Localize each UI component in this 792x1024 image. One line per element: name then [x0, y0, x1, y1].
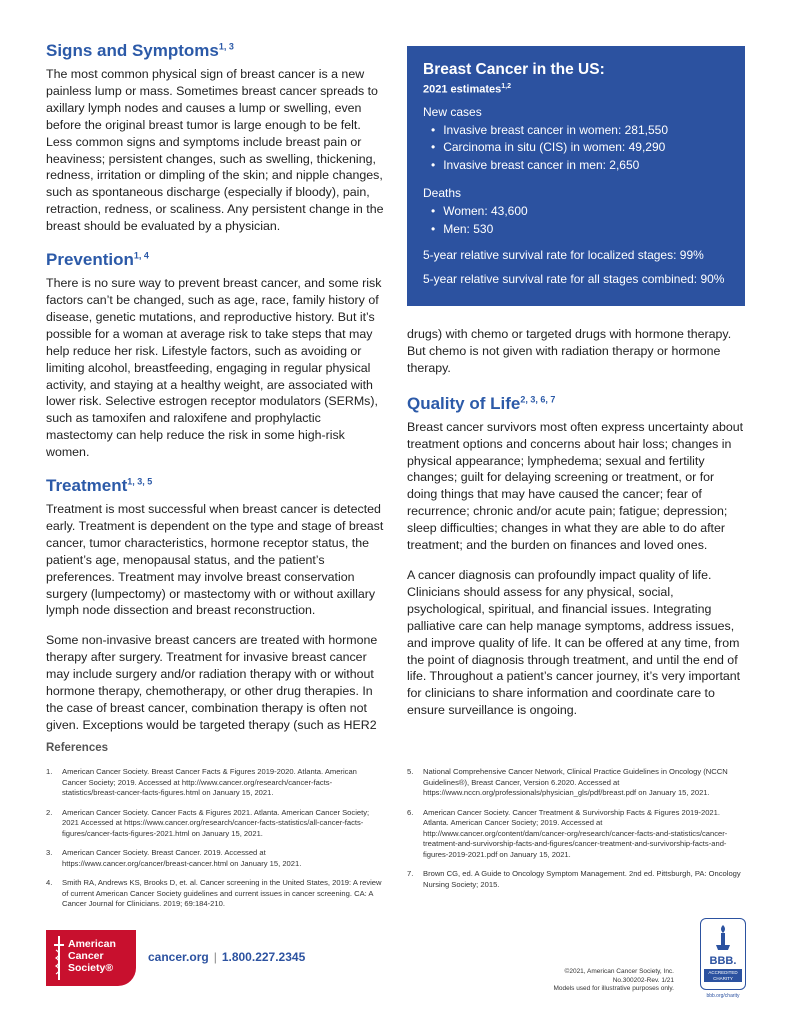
list-item: • Invasive breast cancer in women: 281,550: [431, 122, 729, 140]
logo-text: [68, 938, 116, 974]
list-item: • Invasive breast cancer in men: 2,650: [431, 157, 729, 175]
stats-box: [407, 46, 745, 306]
treatment-continued: drugs) with chemo or targeted drugs with hormone therapy. But chemo is not given with radiation therapy or hormone therapy.: [407, 327, 732, 375]
reference-number: 5.: [407, 767, 414, 776]
bbb-tag: [704, 969, 742, 982]
reference-text: American Cancer Society. Breast Cancer. 2019. Accessed at https://www.cancer.org/cancer/breast-cancer.html on January 15, 2021.: [62, 848, 302, 868]
website-link[interactable]: cancer.org: [148, 950, 209, 964]
bbb-tag-line-1: ACCREDITED: [708, 970, 738, 975]
reference-item: [46, 878, 382, 910]
footer-legal: [553, 968, 674, 994]
footer-contact: [148, 950, 305, 964]
logo-line-2: Cancer: [68, 950, 104, 962]
models-note: Models used for illustrative purposes only.: [553, 985, 674, 992]
reference-number: 6.: [407, 807, 414, 817]
prevention-section: [46, 249, 386, 461]
reference-number: 3.: [46, 848, 53, 857]
copyright: ©2021, American Cancer Society, Inc.: [564, 968, 674, 975]
bbb-url[interactable]: bbb.org/charity: [706, 993, 740, 999]
references-heading: References: [46, 742, 109, 754]
bbb-name: BBB.: [709, 955, 737, 967]
new-cases-label: New cases: [423, 104, 482, 119]
logo-line-1: American: [68, 938, 116, 950]
reference-text: American Cancer Society. Breast Cancer Facts & Figures 2019-2020. Atlanta. American Cancer Society; 2019. Accessed at http://www.cancer.org/research/cancer-facts-statistics/breast-cancer-facts-figures.html on January 15, 2021.: [62, 767, 357, 797]
reference-item: [407, 767, 743, 799]
deaths-label: Deaths: [423, 186, 462, 201]
references-right: [407, 767, 743, 899]
signs-section: [46, 40, 386, 235]
treatment-body-2: Some non-invasive breast cancers are treated with hormone therapy after surgery. Treatment for invasive breast cancer may include surgery and/or radiation therapy with or without hormone therapy, chemotherapy, or other drug therapies. In the case of breast cancer, combination therapy is often not given. Exceptions would be targeted therapy (such as HER2: [46, 633, 378, 732]
logo-line-3: Society®: [68, 962, 114, 974]
contact-separator: |: [213, 950, 217, 964]
survival-localized: 5-year relative survival rate for localized stages: 99%: [423, 248, 704, 263]
prevention-body: There is no sure way to prevent breast cancer, and some risk factors can’t be changed, such as age, race, family history of disease, genetic mutations, and reproductive history. But it’s possible for a woman at average risk to take steps that may help reduce her risk. Lifestyle factors, such as avoiding or limiting alcohol, breastfeeding, engaging in regular physical activity, and staying at a healthy weight, are associated with lower risk. Selective estrogen receptor modulators (SERMs), such as tamoxifen and raloxifene and prophylactic mastectomy can help reduce the risk in some high-risk women.: [46, 276, 382, 460]
treatment-heading-refs: 1, 3, 5: [127, 476, 153, 487]
quality-body-2: A cancer diagnosis can profoundly impact quality of life. Clinicians should assess for any physical, social, psychological, spiritual, and financial issues. Integrating palliative care can help manage symptoms, address issues, and improve quality of life. It can be offered at any time, from the point of diagnosis through treatment, and until the end of life. Throughout a patient’s cancer journey, it’s very important for clinicians to share information and coordinate care to ensure surveillance is ongoing.: [407, 567, 741, 718]
list-item: • Women: 43,600: [431, 203, 729, 221]
quality-heading: Quality of Life$^{2, 3, 6, 7}$: [407, 393, 556, 413]
reference-number: 1.: [46, 767, 53, 776]
list-item: • Men: 530: [431, 221, 729, 239]
reference-number: 7.: [407, 869, 414, 878]
stats-subtitle-refs: 1,2: [501, 83, 512, 90]
bbb-tag-line-2: CHARITY: [713, 975, 733, 981]
survival-all: 5-year relative survival rate for all stages combined: 90%: [423, 272, 725, 287]
references-left: [46, 767, 382, 919]
doc-number: No.300202-Rev. 1/21: [612, 976, 674, 984]
reference-text: Brown CG, ed. A Guide to Oncology Symptom Management. 2nd ed. Pittsburgh, PA: Oncology Nursing Society; 2015.: [423, 869, 741, 889]
reference-item: [407, 869, 743, 890]
quality-heading-refs: 2, 3, 6, 7: [520, 394, 556, 405]
treatment-body-1: Treatment is most successful when breast cancer is detected early. Treatment is dependent on the type and stage of breast cancer, tumor characteristics, hormone receptor status, the patient’s age, menopausal status, and the patient’s preferences. Treatment may involve breast conservation surgery (lumpectomy) or mastectomy with or without axillary lymph node dissection and breast reconstruction.: [46, 502, 384, 618]
reference-item: [46, 767, 382, 799]
prevention-heading-refs: 1, 4: [133, 250, 149, 261]
reference-item: [46, 808, 382, 840]
quality-body-1: Breast cancer survivors most often express uncertainty about treatment options and concerns about hair loss; changes in physical appearance; lymphedema; sexual and fertility changes; guilt for delaying screening or treatment, or for doing things that may have caused the cancer; fear of recurrence; chronic and/or acute pain; fatigue; depression; sleep difficulties; changes in what they are able to do after treatment; and the burden on finances and loved ones.: [407, 419, 744, 553]
stats-title: Breast Cancer in the US:: [423, 61, 605, 78]
reference-text: American Cancer Society. Cancer Facts & Figures 2021. Atlanta. American Cancer Society; 2021 Accessed at https://www.cancer.org/research/cancer-facts-statistics/all-cancer-facts-figures/cancer-facts-figures-2021.html on January 15, 2021.: [62, 807, 370, 838]
deaths-list: [423, 203, 729, 238]
sword-icon: [54, 936, 64, 980]
new-cases-list: [423, 122, 729, 175]
prevention-heading: Prevention$^{1, 4}$: [46, 250, 149, 270]
right-column: [407, 326, 747, 719]
reference-number: 4.: [46, 878, 53, 887]
stats-subtitle: 2021 estimates$^{1,2}$: [423, 83, 512, 96]
list-item: • Carcinoma in situ (CIS) in women: 49,290: [431, 139, 729, 157]
signs-heading: Signs and Symptoms$^{1, 3}$: [46, 41, 234, 60]
treatment-section: [46, 475, 386, 734]
signs-body: The most common physical sign of breast cancer is a new painless lump or mass. Sometimes breast cancer spreads to axillary lymph nodes and causes a lump or swelling, even before the original breast tumor is large enough to be felt. Less common signs and symptoms include breast pain or heaviness; persistent changes, such as swelling, thickening, redness, irritation or dimpling of the skin; and nipple changes, such as spontaneous discharge (especially if bloody), pain, retraction, redness, or scaliness. Any persistent change in the breast should be evaluated by a physician.: [46, 67, 384, 234]
reference-text: National Comprehensive Cancer Network, Clinical Practice Guidelines in Oncology (NCCN Guidelines®), Breast Cancer, Version 6.2020. Accessed at https://www.nccn.org/professionals/physician_gls/pdf/breast.pdf on January 15, 2021.: [423, 767, 728, 797]
signs-heading-refs: 1, 3: [218, 41, 234, 52]
reference-item: [46, 848, 382, 869]
acs-logo[interactable]: [46, 930, 136, 986]
left-column: [46, 40, 386, 748]
reference-item: [407, 808, 743, 861]
phone-link[interactable]: 1.800.227.2345: [221, 950, 306, 964]
reference-text: Smith RA, Andrews KS, Brooks D, et. al. Cancer screening in the United States, 2019: A review of current American Cancer Society guidelines and current issues in cancer screening. CA: A Cancer Journal for Clinicians. 2019; 69:184-210.: [62, 878, 382, 908]
bbb-badge[interactable]: [700, 918, 746, 990]
bbb-torch-icon: [710, 923, 736, 951]
reference-text: American Cancer Society. Cancer Treatment & Survivorship Facts & Figures 2019-2021. Atlanta. American Cancer Society; 2019. Accessed at http://www.cancer.org/content/dam/cancer-org/research/cancer-facts-and-statistics/cancer-treatment-and-survivorship-facts-and-figures/cancer-treatment-and-survivorship-facts-and-figures-2019-2021.pdf on January 15, 2021.: [423, 807, 728, 859]
reference-number: 2.: [46, 807, 53, 817]
treatment-heading: Treatment$^{1, 3, 5}$: [46, 476, 153, 496]
